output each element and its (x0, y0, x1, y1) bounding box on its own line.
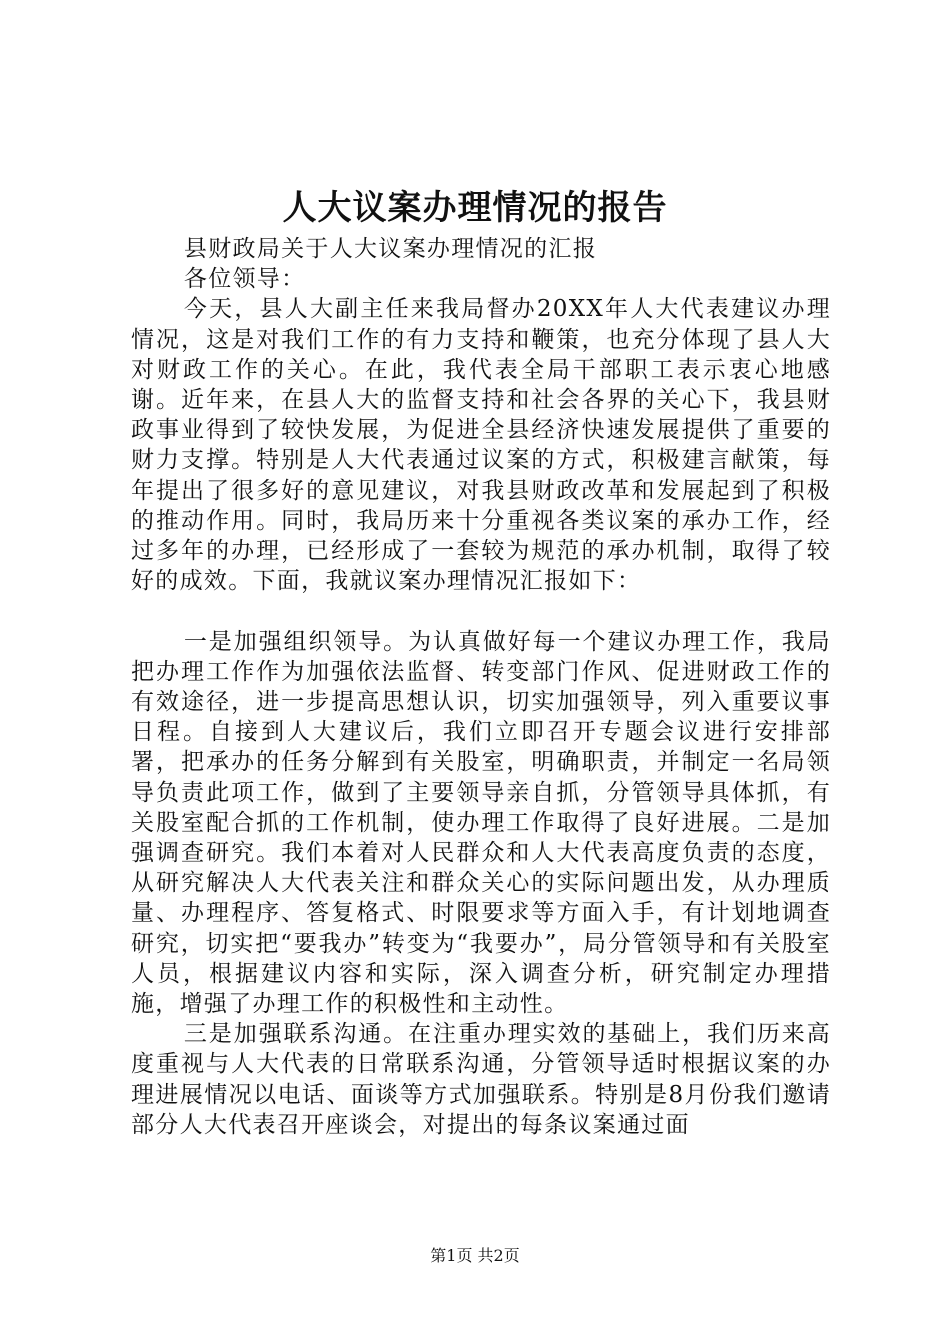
document-title: 人大议案办理情况的报告 (282, 188, 668, 228)
salutation: 各位领导： (183, 266, 306, 293)
body-paragraph-intro: 今天，县人大副主任来我局督办20XX年人大代表建议办理情况，这是对我们工作的有力支持和鞭策，也充分体现了县人大对财政工作的关心。在此，我代表全局干部职工表示衷心地感谢。近年来，在县人大的监督支持和社会各界的关心下，我县财政事业得到了较快发展，为促进全县经济快速发展提供了重要的财力支撑。特别是人大代表通过议案的方式，积极建言献策，每年提出了很多好的意见建议，对我县财政改革和发展起到了积极的推动作用。同时，我局历来十分重视各类议案的承办工作，经过多年的办理，已经形成了一套较为规范的承办机制，取得了较好的成效。下面，我就议案办理情况汇报如下： (131, 296, 831, 595)
page-footer: 第1页 共2页 (430, 1246, 520, 1265)
document-body (131, 234, 831, 1140)
report-subtitle: 县财政局关于人大议案办理情况的汇报 (183, 236, 597, 262)
body-paragraph-organization: 一是加强组织领导。为认真做好每一个建议办理工作，我局把办理工作作为加强依法监督、转变部门作风、促进财政工作的有效途径，进一步提高思想认识，切实加强领导，列入重要议事日程。自接到人大建议后，我们立即召开专题会议进行安排部署，把承办的任务分解到有关股室，明确职责，并制定一名局领导负责此项工作，做到了主要领导亲自抓，分管领导具体抓，有关股室配合抓的工作机制，使办理工作取得了良好进展。二是加强调查研究。我们本着对人民群众和人大代表高度负责的态度，从研究解决人大代表关注和群众关心的实际问题出发，从办理质量、办理程序、答复格式、时限要求等方面入手，有计划地调查研究，切实把“要我办”转变为“我要办”，局分管领导和有关股室人员，根据建议内容和实际，深入调查分析，研究制定办理措施，增强了办理工作的积极性和主动性。 (131, 628, 831, 1018)
body-paragraph-communication: 三是加强联系沟通。在注重办理实效的基础上，我们历来高度重视与人大代表的日常联系沟通，分管领导适时根据议案的办理进展情况以电话、面谈等方式加强联系。特别是8月份我们邀请部分人大代表召开座谈会，对提出的每条议案通过面 (131, 1021, 831, 1138)
